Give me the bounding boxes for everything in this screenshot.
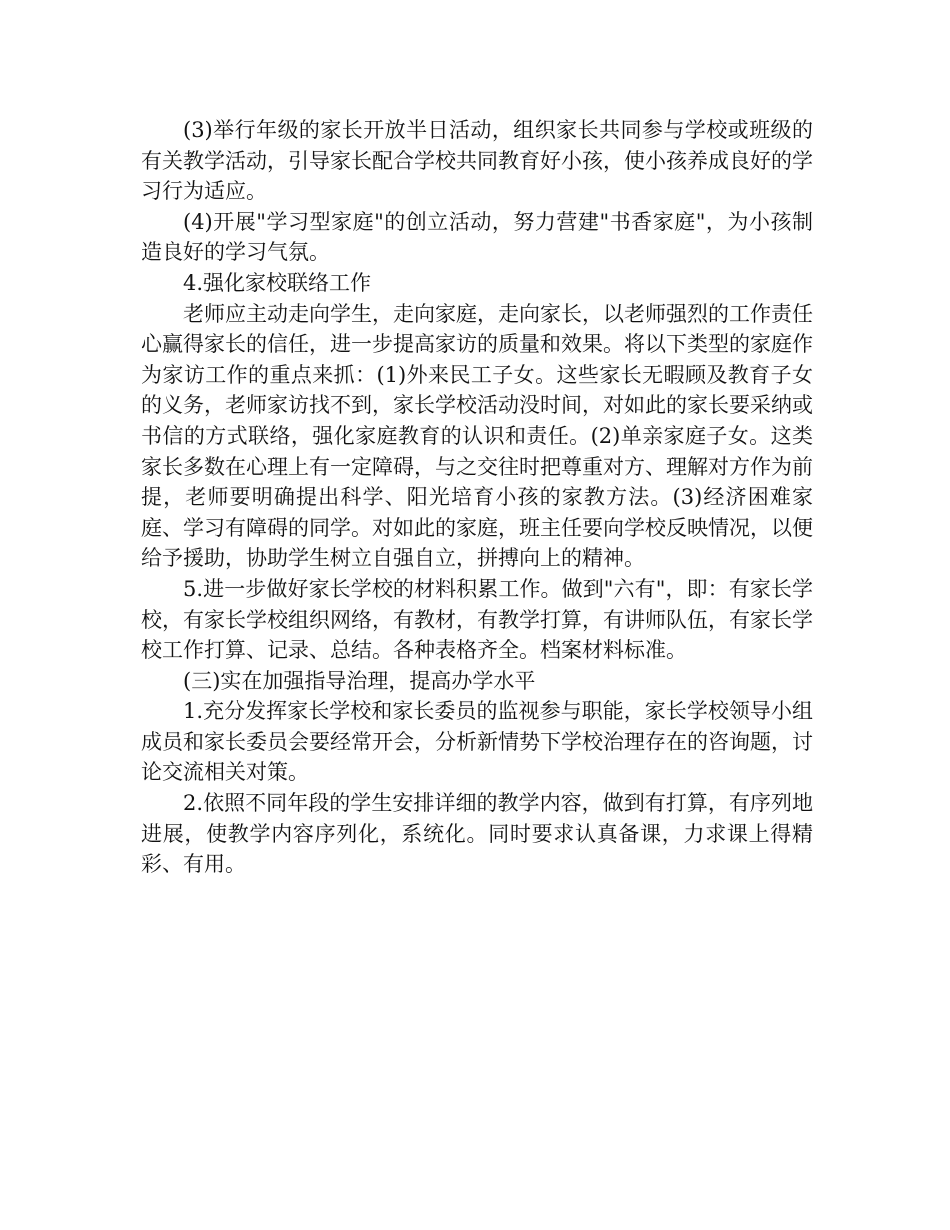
heading-guidance-management: (三)实在加强指导治理，提高办学水平 — [183, 668, 536, 693]
paragraph-parent-open-day: (3)举行年级的家长开放半日活动，组织家长共同参与学校或班级的有关教学活动，引导家长配合学校共同教育好小孩，使小孩养成良好的学习行为适应。 — [141, 118, 813, 204]
paragraph-teaching-content: 2.依照不同年段的学生安排详细的教学内容，做到有打算，有序列地进展，使教学内容序列化，系统化。同时要求认真备课，力求课上得精彩、有用。 — [141, 791, 813, 877]
document-body — [141, 115, 813, 880]
heading-home-school-contact: 4.强化家校联络工作 — [183, 270, 372, 295]
paragraph-learning-family: (4)开展"学习型家庭"的创立活动，努力营建"书香家庭"，为小孩制造良好的学习气氛。 — [141, 209, 813, 265]
paragraph-parent-committee: 1.充分发挥家长学校和家长委员的监视参与职能，家长学校领导小组成员和家长委员会要经常开会，分析新情势下学校治理存在的咨询题，讨论交流相关对策。 — [141, 699, 813, 785]
paragraph-home-visits: 老师应主动走向学生，走向家庭，走向家长，以老师强烈的工作责任心赢得家长的信任，进一步提高家访的质量和效果。将以下类型的家庭作为家访工作的重点来抓：(1)外来民工子女。这些家长无暇顾及教育子女的义务，老师家访找不到，家长学校活动没时间，对如此的家长要采纳或书信的方式联络，强化家庭教育的认识和责任。(2)单亲家庭子女。这类家长多数在心理上有一定障碍，与之交往时把尊重对方、理解对方作为前提，老师要明确提出科学、阳光培育小孩的家教方法。(3)经济困难家庭、学习有障碍的同学。对如此的家庭，班主任要向学校反映情况，以便给予援助，协助学生树立自强自立，拼搏向上的精神。 — [141, 301, 813, 571]
paragraph-materials-accumulation: 5.进一步做好家长学校的材料积累工作。做到"六有"，即：有家长学校，有家长学校组织网络，有教材，有教学打算，有讲师队伍，有家长学校工作打算、记录、总结。各种表格齐全。档案材料标准。 — [141, 576, 813, 663]
